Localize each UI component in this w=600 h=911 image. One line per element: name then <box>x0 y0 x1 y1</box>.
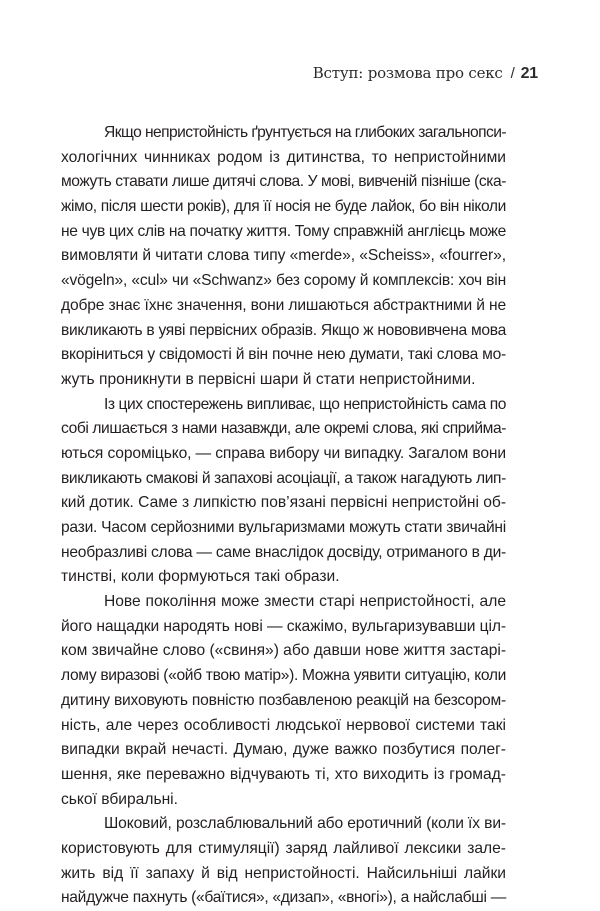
text-line: ність, але через особливості людської нервової системи такі <box>61 716 506 734</box>
page-number: 21 <box>520 65 538 82</box>
text-line: вимовляти й читати слова типу «merde», «Scheiss», «fourrer», <box>61 247 506 265</box>
paragraph <box>61 590 506 812</box>
paragraph <box>61 121 506 393</box>
text-line: ської вбиральні. <box>61 790 178 808</box>
text-line: Із цих спостережень випливає, що непристойність сама по <box>104 395 506 413</box>
text-line: Нове покоління може змести старі непристойності, але <box>104 593 506 611</box>
text-line: необразливі слова — саме внаслідок досвіду, отриманого в ди- <box>61 543 506 561</box>
text-line: випадки вкрай нечасті. Думаю, дуже важко позбутися полег- <box>61 741 506 759</box>
text-line: жуть проникнути в первісні шари й стати непристойними. <box>61 370 476 388</box>
text-line: ком звичайне слово («свиня») або давши нове життя застарі- <box>61 642 507 660</box>
text-line: тинстві, коли формуються такі образи. <box>61 568 340 586</box>
text-line: можуть ставати лише дитячі слова. У мові, вивченій пізніше (ска- <box>61 173 506 191</box>
text-line: найдужче пахнуть («баїтися», «дизап», «вногі»), а найслабші — <box>61 889 506 907</box>
text-line: кий дотик. Саме з липкістю пов’язані первісні непристойні об- <box>61 494 506 512</box>
text-line: не чув цих слів на початку життя. Тому справжній англієць може <box>61 222 507 240</box>
text-line: собі лишається з нами назавжди, але окремі слова, які сприйма- <box>61 420 507 438</box>
text-line: жить від її запаху й від непристойності. Найсильніші лайки <box>61 864 506 882</box>
text-line: його нащадки народять нові — скажімо, вульгаризувавши ціл- <box>61 617 507 635</box>
running-title: Вступ: розмова про секс <box>312 64 503 82</box>
running-header <box>313 64 538 83</box>
text-line: дитину виховують повністю позбавленою реакцій на безсором- <box>61 691 507 709</box>
text-line: користовують для стимуляції) заряд лайливої лексики зале- <box>61 839 506 857</box>
body-text <box>61 121 506 911</box>
paragraph <box>61 393 506 591</box>
text-line: викликають в уяві первісних образів. Якщо ж нововивчена мова <box>61 321 506 339</box>
text-line: добре знає їхнє значення, вони лишаються абстрактними й не <box>61 296 507 314</box>
text-line: Якщо непристойність ґрунтується на глибоких загальнопси- <box>104 124 506 141</box>
text-line: ються сороміцько, — справа вибору чи випадку. Загалом вони <box>61 444 506 462</box>
text-line: Шоковий, розслаблювальний або еротичний (коли їх ви- <box>104 815 506 833</box>
text-line: «vögeln», «cul» чи «Schwanz» без сорому й комплексів: хоч він <box>61 272 507 290</box>
paragraph <box>61 812 506 911</box>
header-separator: / <box>510 65 515 82</box>
text-line: хологічних чинниках родом із дитинства, то непристойними <box>61 148 506 166</box>
text-line: шення, яке переважно відчувають ті, хто виходить із громад- <box>61 765 506 783</box>
text-line: рази. Часом серйозними вульгаризмами можуть стати звичайні <box>61 519 506 536</box>
text-line: вкоріниться у свідомості й він почне нею думати, такі слова мо- <box>61 346 507 364</box>
text-line: викликають смакові й запахові асоціації, а також нагадують лип- <box>61 469 506 487</box>
text-line: лому виразові («ойб твою матір»). Можна уявити ситуацію, коли <box>61 667 507 685</box>
text-line: жімо, після шести років), для її носія не буде лайок, бо він ніколи <box>61 198 506 216</box>
